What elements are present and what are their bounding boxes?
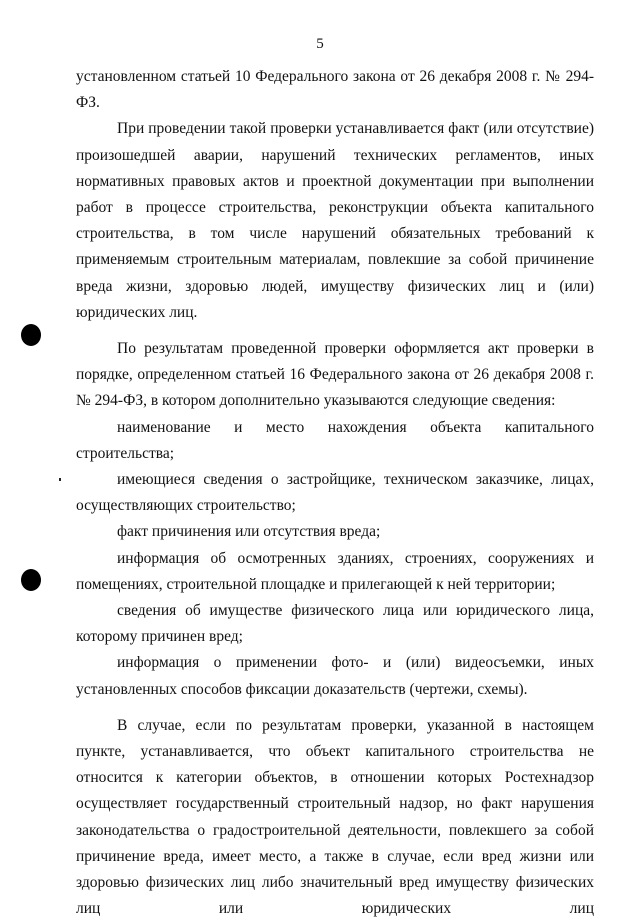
paragraph: При проведении такой проверки устанавливается факт (или отсутствие) произошедшей аварии, нарушений технических регламентов, иных нормативных правовых актов и проектной документации при выполнении работ в процессе строительства, реконструкции объекта капитального строительства, в том числе нарушений обязательных требований к применяемым строительным материалам, повлекшие за собой причинение вреда жизни, здоровью людей, имуществу физических лиц и (или) юридических лиц. [76, 120, 594, 321]
list-item: информация об осмотренных зданиях, строениях, сооружениях и помещениях, строительной площадке и прилегающей к ней территории; [76, 549, 594, 593]
list-item: сведения об имуществе физического лица или юридического лица, которому причинен вред; [76, 602, 594, 646]
scan-speck [59, 478, 61, 481]
page-number: 5 [316, 36, 324, 52]
punch-hole-icon [21, 324, 41, 346]
paragraph: По результатам проведенной проверки оформляется акт проверки в порядке, определенном статьей 16 Федерального закона от 26 декабря 2008 г. № 294-ФЗ, в котором дополнительно указываются следующие сведения: [76, 340, 594, 410]
list-item: имеющиеся сведения о застройщике, техническом заказчике, лицах, осуществляющих строительство; [76, 471, 594, 515]
paragraph-continuation: установленном статьей 10 Федерального закона от 26 декабря 2008 г. № 294-ФЗ. [76, 68, 594, 112]
paragraph: В случае, если по результатам проверки, указанной в настоящем пункте, устанавливается, что объект капитального строительства не относится к категории объектов, в отношении которых Ростехнадзор осуществляет государственный строительный надзор, но факт нарушения законодательства о градостроительной деятельности, повлекшего за собой причинение вреда, имеет место, а также в случае, если вред жизни или здоровью физических лиц либо значительный вред имуществу физических лиц или юридических лиц [76, 716, 594, 918]
document-body [76, 64, 594, 923]
punch-hole-icon [21, 569, 41, 591]
list-item: информация о применении фото- и (или) видеосъемки, иных установленных способов фиксации доказательств (чертежи, схемы). [76, 654, 594, 698]
list-item: наименование и место нахождения объекта капитального строительства; [76, 418, 594, 462]
list-item: факт причинения или отсутствия вреда; [117, 523, 381, 541]
